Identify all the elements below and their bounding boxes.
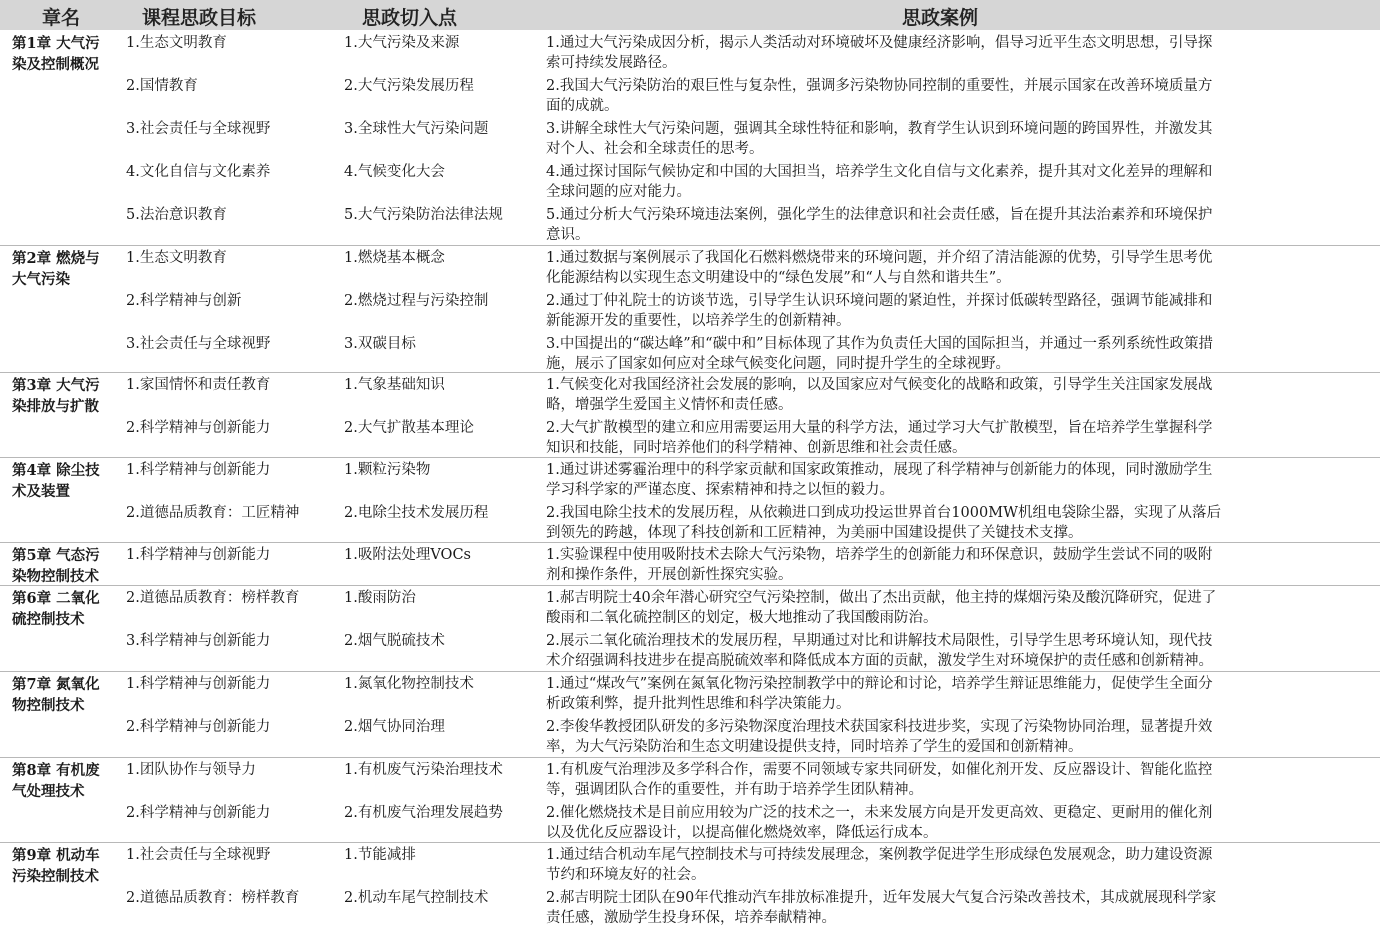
chapter-name: 第4章 除尘技 — [12, 462, 100, 479]
goal-cell: 1.生态文明教育 — [126, 35, 227, 51]
case-line: 面的成就。 — [546, 98, 619, 114]
case-line: 索可持续发展路径。 — [546, 55, 677, 71]
case-line: 意识。 — [546, 227, 590, 243]
case-line: 1.气候变化对我国经济社会发展的影响，以及国家应对气候变化的战略和政策，引导学生关注国家发展战 — [546, 377, 1213, 393]
case-line: 对个人、社会和全球责任的思考。 — [546, 141, 764, 157]
case-line: 等，强调团队合作的重要性，并有助于培养学生团队精神。 — [546, 782, 923, 798]
goal-cell: 5.法治意识教育 — [126, 207, 227, 223]
chapter-name: 第9章 机动车 — [12, 847, 100, 864]
goal-cell: 1.生态文明教育 — [126, 250, 227, 266]
goal-cell: 1.社会责任与全球视野 — [126, 847, 271, 863]
case-line: 剂和操作条件，开展创新性探究实验。 — [546, 567, 793, 583]
point-cell: 1.燃烧基本概念 — [344, 250, 445, 266]
header-chapter: 章名 — [42, 7, 81, 29]
case-line: 到领先的跨越，体现了科技创新和工匠精神，为美丽中国建设提供了关键技术支撑。 — [546, 525, 1083, 541]
goal-cell: 3.社会责任与全球视野 — [126, 121, 271, 137]
case-line: 析政策利弊，提升批判性思维和科学决策能力。 — [546, 696, 851, 712]
goal-cell: 1.团队协作与领导力 — [126, 762, 256, 778]
point-cell: 5.大气污染防治法律法规 — [344, 207, 503, 223]
case-line: 2.通过丁仲礼院士的访谈节选，引导学生认识环境问题的紧迫性，并探讨低碳转型路径，强调节能减排和 — [546, 293, 1213, 309]
case-line: 全球问题的应对能力。 — [546, 184, 691, 200]
goal-cell: 4.文化自信与文化素养 — [126, 164, 271, 180]
case-line: 2.郝吉明院士团队在90年代推动汽车排放标准提升，近年发展大气复合污染改善技术，其成就展现科学家 — [546, 890, 1217, 906]
case-line: 1.通过结合机动车尾气控制技术与可持续发展理念，案例教学促进学生形成绿色发展观念，助力建设资源 — [546, 847, 1213, 863]
chapter-name: 硫控制技术 — [12, 611, 85, 628]
goal-cell: 2.科学精神与创新能力 — [126, 420, 271, 436]
goal-cell: 2.科学精神与创新能力 — [126, 805, 271, 821]
point-cell: 4.气候变化大会 — [344, 164, 445, 180]
point-cell: 2.烟气脱硫技术 — [344, 633, 445, 649]
point-cell: 1.酸雨防治 — [344, 590, 416, 606]
chapter-divider — [0, 457, 1380, 458]
point-cell: 1.吸附法处理VOCs — [344, 547, 471, 563]
goal-cell: 2.道德品质教育：工匠精神 — [126, 505, 300, 521]
point-cell: 2.烟气协同治理 — [344, 719, 445, 735]
case-line: 1.有机废气治理涉及多学科合作，需要不同领域专家共同研发，如催化剂开发、反应器设计、智能化监控 — [546, 762, 1213, 778]
case-line: 4.通过探讨国际气候协定和中国的大国担当，培养学生文化自信与文化素养，提升其对文化差异的理解和 — [546, 164, 1213, 180]
case-line: 1.通过数据与案例展示了我国化石燃料燃烧带来的环境问题，并介绍了清洁能源的优势，引导学生思考优 — [546, 250, 1213, 266]
point-cell: 2.大气扩散基本理论 — [344, 420, 474, 436]
case-line: 责任感，激励学生投身环保，培养奉献精神。 — [546, 910, 836, 926]
chapter-name: 第3章 大气污 — [12, 377, 100, 394]
case-line: 酸雨和二氧化硫控制区的划定，极大地推动了我国酸雨防治。 — [546, 610, 938, 626]
point-cell: 1.节能减排 — [344, 847, 416, 863]
chapter-name: 气处理技术 — [12, 783, 85, 800]
header-point: 思政切入点 — [362, 7, 458, 29]
chapter-divider — [0, 372, 1380, 373]
case-line: 3.中国提出的“碳达峰”和“碳中和”目标体现了其作为负责任大国的国际担当，并通过一系列系统性政策措 — [546, 336, 1213, 352]
header-case: 思政案例 — [902, 7, 979, 29]
point-cell: 2.有机废气治理发展趋势 — [344, 805, 503, 821]
goal-cell: 3.科学精神与创新能力 — [126, 633, 271, 649]
goal-cell: 2.道德品质教育：榜样教育 — [126, 590, 300, 606]
case-line: 率，为大气污染防治和生态文明建设提供支持，同时培养了学生的爱国和创新精神。 — [546, 739, 1083, 755]
case-line: 新能源开发的重要性，以培养学生的创新精神。 — [546, 313, 851, 329]
chapter-name: 第1章 大气污 — [12, 35, 100, 52]
point-cell: 1.有机废气污染治理技术 — [344, 762, 503, 778]
point-cell: 1.氮氧化物控制技术 — [344, 676, 474, 692]
point-cell: 2.电除尘技术发展历程 — [344, 505, 489, 521]
chapter-name: 染排放与扩散 — [12, 398, 99, 415]
goal-cell: 1.科学精神与创新能力 — [126, 547, 271, 563]
goal-cell: 3.社会责任与全球视野 — [126, 336, 271, 352]
case-line: 3.讲解全球性大气污染问题，强调其全球性特征和影响，教育学生认识到环境问题的跨国界性，并激发其 — [546, 121, 1213, 137]
point-cell: 1.颗粒污染物 — [344, 462, 431, 478]
goal-cell: 1.科学精神与创新能力 — [126, 676, 271, 692]
case-line: 2.我国大气污染防治的艰巨性与复杂性，强调多污染物协同控制的重要性，并展示国家在改善环境质量方 — [546, 78, 1213, 94]
point-cell: 1.大气污染及来源 — [344, 35, 460, 51]
case-line: 2.李俊华教授团队研发的多污染物深度治理技术获国家科技进步奖，实现了污染物协同治理，显著提升效 — [546, 719, 1213, 735]
chapter-divider — [0, 842, 1380, 843]
case-line: 略，增强学生爱国主义情怀和责任感。 — [546, 397, 793, 413]
chapter-name: 第6章 二氧化 — [12, 590, 100, 607]
case-line: 知识和技能，同时培养他们的科学精神、创新思维和社会责任感。 — [546, 440, 967, 456]
goal-cell: 2.科学精神与创新 — [126, 293, 242, 309]
point-cell: 2.机动车尾气控制技术 — [344, 890, 489, 906]
chapter-divider — [0, 245, 1380, 246]
case-line: 化能源结构以实现生态文明建设中的“绿色发展”和“人与自然和谐共生”。 — [546, 270, 1011, 286]
point-cell: 3.双碳目标 — [344, 336, 416, 352]
case-line: 学习科学家的严谨态度、探索精神和持之以恒的毅力。 — [546, 482, 894, 498]
chapter-name: 物控制技术 — [12, 697, 85, 714]
chapter-name: 第7章 氮氧化 — [12, 676, 100, 693]
header-goal: 课程思政目标 — [142, 7, 257, 29]
case-line: 术介绍强调科技进步在提高脱硫效率和降低成本方面的贡献，激发学生对环境保护的责任感和创新精神。 — [546, 653, 1213, 669]
goal-cell: 1.科学精神与创新能力 — [126, 462, 271, 478]
case-line: 1.实验课程中使用吸附技术去除大气污染物，培养学生的创新能力和环保意识，鼓励学生尝试不同的吸附 — [546, 547, 1213, 563]
chapter-name: 第5章 气态污 — [12, 547, 100, 564]
case-line: 5.通过分析大气污染环境违法案例，强化学生的法律意识和社会责任感，旨在提升其法治素养和环境保护 — [546, 207, 1213, 223]
goal-cell: 2.道德品质教育：榜样教育 — [126, 890, 300, 906]
chapter-name: 术及装置 — [12, 483, 70, 500]
chapter-name: 染及控制概况 — [12, 56, 99, 73]
chapter-name: 大气污染 — [12, 271, 70, 288]
chapter-name: 染物控制技术 — [12, 568, 99, 585]
case-line: 2.大气扩散模型的建立和应用需要运用大量的科学方法，通过学习大气扩散模型，旨在培养学生掌握科学 — [546, 420, 1213, 436]
chapter-divider — [0, 671, 1380, 672]
chapter-name: 污染控制技术 — [12, 868, 99, 885]
case-line: 1.通过讲述雾霾治理中的科学家贡献和国家政策推动，展现了科学精神与创新能力的体现，同时激励学生 — [546, 462, 1213, 478]
chapter-divider — [0, 757, 1380, 758]
case-line: 2.催化燃烧技术是目前应用较为广泛的技术之一，未来发展方向是开发更高效、更稳定、更耐用的催化剂 — [546, 805, 1213, 821]
case-line: 以及优化反应器设计，以提高催化燃烧效率，降低运行成本。 — [546, 825, 938, 841]
point-cell: 3.全球性大气污染问题 — [344, 121, 489, 137]
point-cell: 1.气象基础知识 — [344, 377, 445, 393]
goal-cell: 2.国情教育 — [126, 78, 198, 94]
case-line: 节约和环境友好的社会。 — [546, 867, 706, 883]
case-line: 施，展示了国家如何应对全球气候变化问题，同时提升学生的全球视野。 — [546, 356, 1010, 372]
chapter-name: 第8章 有机废 — [12, 762, 100, 779]
goal-cell: 2.科学精神与创新能力 — [126, 719, 271, 735]
chapter-divider — [0, 542, 1380, 543]
chapter-name: 第2章 燃烧与 — [12, 250, 100, 267]
case-line: 1.通过大气污染成因分析，揭示人类活动对环境破坏及健康经济影响，倡导习近平生态文明思想，引导探 — [546, 35, 1213, 51]
point-cell: 2.大气污染发展历程 — [344, 78, 474, 94]
case-line: 1.通过“煤改气”案例在氮氧化物污染控制教学中的辩论和讨论，培养学生辩证思维能力，促使学生全面分 — [546, 676, 1213, 692]
chapter-divider — [0, 585, 1380, 586]
point-cell: 2.燃烧过程与污染控制 — [344, 293, 489, 309]
case-line: 1.郝吉明院士40余年潜心研究空气污染控制，做出了杰出贡献，他主持的煤烟污染及酸沉降研究，促进了 — [546, 590, 1217, 606]
case-line: 2.我国电除尘技术的发展历程，从依赖进口到成功投运世界首台1000MW机组电袋除尘器，实现了从落后 — [546, 505, 1221, 521]
goal-cell: 1.家国情怀和责任教育 — [126, 377, 271, 393]
table-header — [0, 0, 1380, 30]
case-line: 2.展示二氧化硫治理技术的发展历程，早期通过对比和讲解技术局限性，引导学生思考环境认知，现代技 — [546, 633, 1213, 649]
